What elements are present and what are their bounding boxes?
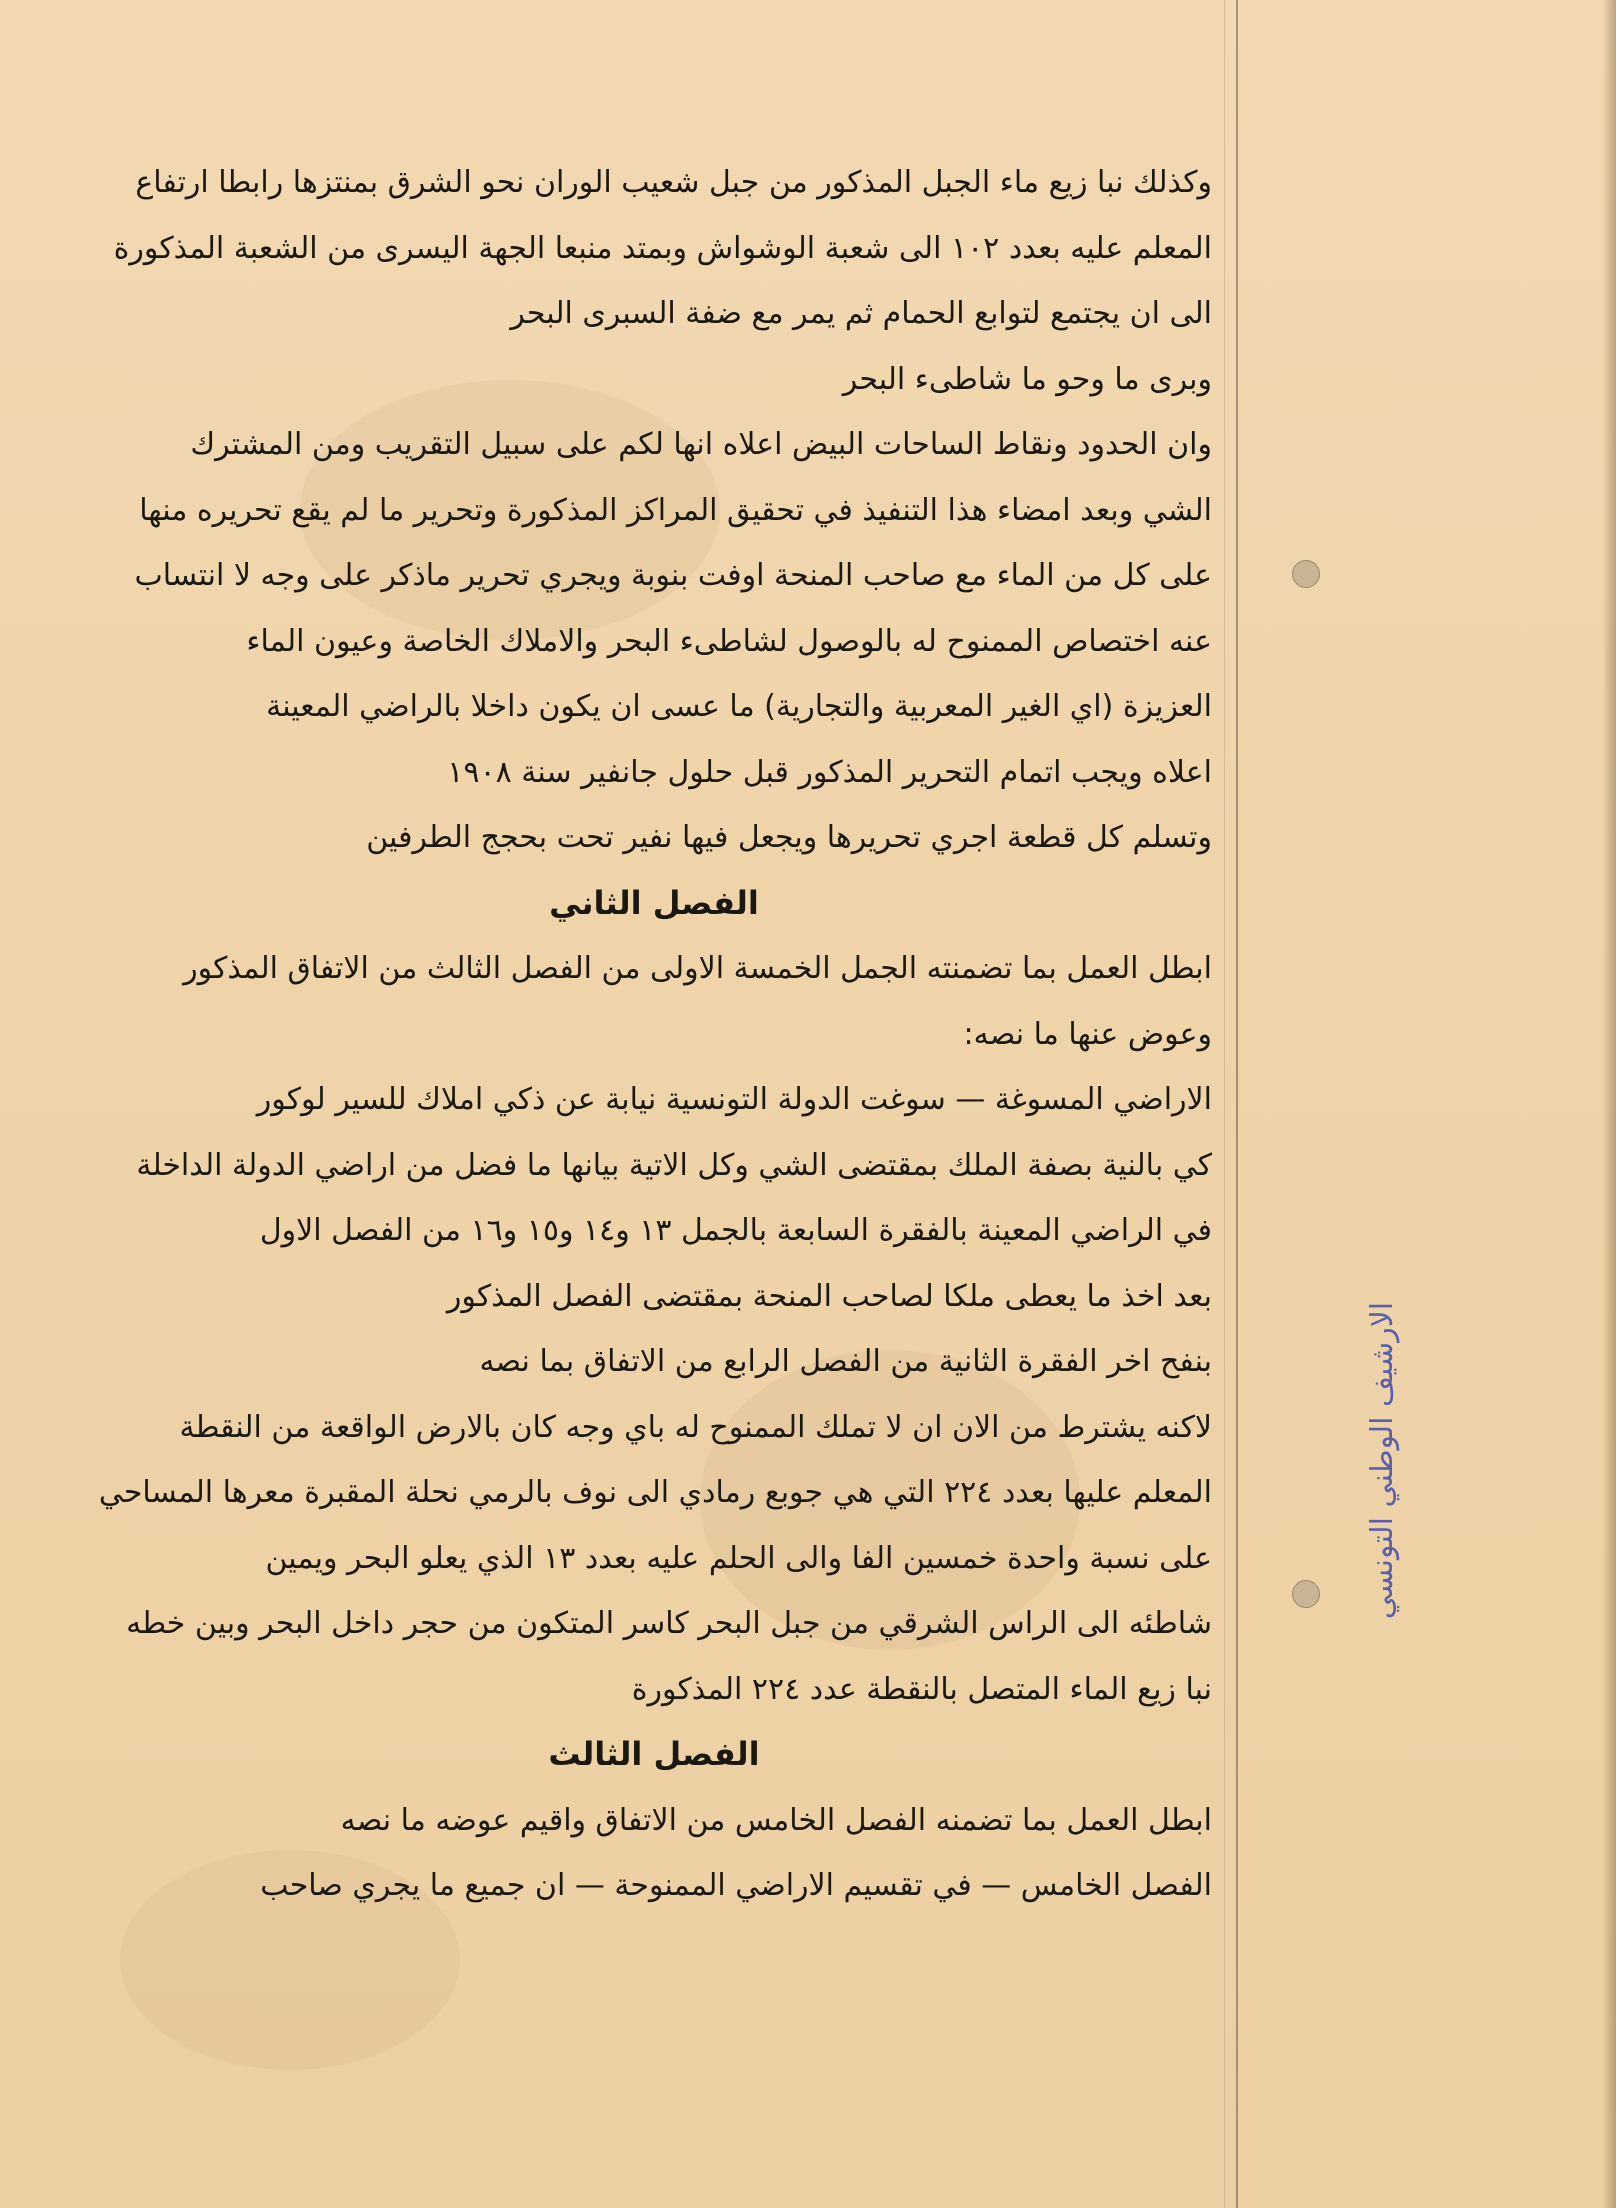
text-line: الى ان يجتمع لتوابع الحمام ثم يمر مع ضفة السبرى البحر (510, 296, 1212, 331)
text-line: الشي وبعد امضاء هذا التنفيذ في تحقيق المراكز المذكورة وتحرير ما لم يقع تحريره منها (139, 492, 1212, 528)
text-line: على نسبة واحدة خمسين الفا والى الحلم عليه بعدد ١٣ الذي يعلو البحر ويمين (265, 1540, 1212, 1576)
text-line: اعلاه ويجب اتمام التحرير المذكور قبل حلول جانفير سنة ١٩٠٨ (447, 754, 1212, 790)
text-line: ابطل العمل بما تضمنه الفصل الخامس من الاتفاق واقيم عوضه ما نصه (340, 1802, 1212, 1838)
handwritten-text-block (96, 150, 1212, 1919)
text-line: نبا زيع الماء المتصل بالنقطة عدد ٢٢٤ المذكورة (631, 1671, 1212, 1707)
text-line: بعد اخذ ما يعطى ملكا لصاحب المنحة بمقتضى الفصل المذكور (446, 1278, 1212, 1314)
text-line: شاطئه الى الراس الشرقي من جبل البحر كاسر المتكون من حجر داخل البحر وبين خطه (126, 1606, 1212, 1641)
text-line: المعلم عليها بعدد ٢٢٤ التي هي جوبع رمادي الى نوف بالرمي نحلة المقبرة معرها المساحي (98, 1475, 1212, 1510)
text-line: لاكنه يشترط من الان ان لا تملك الممنوح له باي وجه كان بالارض الواقعة من النقطة (179, 1409, 1212, 1445)
binding-hole (1292, 560, 1320, 588)
text-line: كي بالنية بصفة الملك بمقتضى الشي وكل الاتية بيانها ما فضل من اراضي الدولة الداخلة (136, 1147, 1212, 1183)
text-line: وعوض عنها ما نصه: (963, 1016, 1212, 1052)
page-edge-shadow (1602, 0, 1616, 2208)
text-line: العزيزة (اي الغير المعربية والتجارية) ما عسى ان يكون داخلا بالراضي المعينة (266, 689, 1212, 724)
archive-stamp-text: الارشيف الوطني التونسي (1365, 1301, 1401, 1619)
text-line: ابطل العمل بما تضمنته الجمل الخمسة الاولى من الفصل الثالث من الاتفاق المذكور (183, 951, 1212, 986)
text-line: الاراضي المسوغة — سوغت الدولة التونسية نيابة عن ذكي املاك للسير لوكور (256, 1082, 1212, 1117)
text-line: وتسلم كل قطعة اجري تحريرها ويجعل فيها نفير تحت بحجج الطرفين (366, 820, 1212, 855)
section-heading: الفصل الثالث (548, 1735, 760, 1773)
text-line: الفصل الخامس — في تقسيم الاراضي الممنوحة — ان جميع ما يجري صاحب (260, 1868, 1212, 1903)
text-line: على كل من الماء مع صاحب المنحة اوفت بنوبة ويجري تحرير ماذكر على وجه لا انتساب (134, 558, 1212, 593)
text-line: بنفح اخر الفقرة الثانية من الفصل الرابع من الاتفاق بما نصه (479, 1344, 1212, 1379)
archive-stamp (1348, 1010, 1418, 1910)
section-heading: الفصل الثاني (549, 883, 759, 922)
text-line: المعلم عليه بعدد ١٠٢ الى شعبة الوشواش وبمتد منبعا الجهة اليسرى من الشعبة المذكورة (113, 230, 1212, 266)
text-line: في الراضي المعينة بالفقرة السابعة بالجمل ١٣ و١٤ و١٥ و١٦ من الفصل الاول (259, 1213, 1212, 1248)
text-line: وبرى ما وحو ما شاطىء البحر (842, 361, 1212, 397)
margin-rule (1224, 0, 1225, 2208)
page-fold-line (1236, 0, 1238, 2208)
text-line: وان الحدود ونقاط الساحات البيض اعلاه انها لكم على سبيل التقريب ومن المشترك (190, 427, 1212, 462)
text-line: وكذلك نبا زيع ماء الجبل المذكور من جبل شعيب الوران نحو الشرق بمنتزها رابطا ارتفاع (135, 165, 1212, 200)
binding-hole (1292, 1580, 1320, 1608)
text-line: عنه اختصاص الممنوح له بالوصول لشاطىء البحر والاملاك الخاصة وعيون الماء (246, 623, 1212, 659)
